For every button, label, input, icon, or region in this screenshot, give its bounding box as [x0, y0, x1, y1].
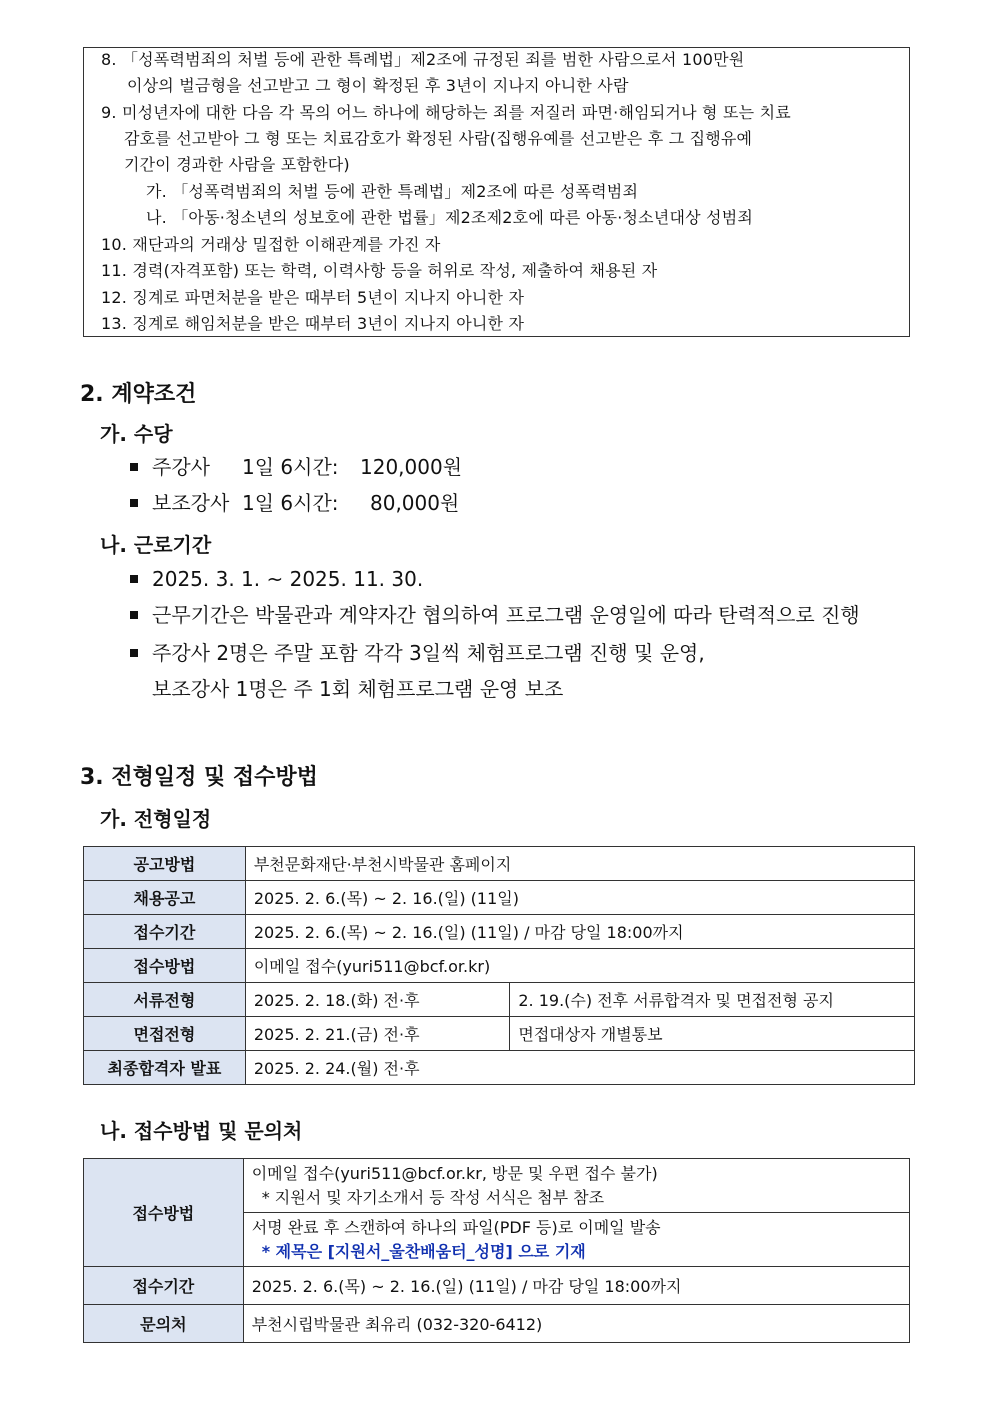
apply-method-email — [243, 1159, 909, 1213]
schedule-label: 서류전형 — [84, 983, 246, 1017]
apply-method-line1: 이메일 접수(yuri511@bcf.or.kr, 방문 및 우편 접수 불가) — [251, 1163, 658, 1183]
apply-method-line2: * 지원서 및 자기소개서 등 작성 서식은 첨부 참조 — [261, 1187, 605, 1207]
schedule-value: 2025. 2. 21.(금) 전·후 — [245, 1017, 510, 1051]
allowance-main-instructor: 주강사 1일 6시간: 120,000원 — [130, 454, 462, 480]
disq-item-11: 11. 경력(자격포함) 또는 학력, 이력사항 등을 허위로 작성, 제출하여 채용된 자 — [101, 261, 658, 280]
schedule-title: 가. 전형일정 — [100, 807, 212, 831]
schedule-label: 접수기간 — [84, 915, 246, 949]
bullet-square-icon — [130, 611, 138, 619]
disq-item-12: 12. 징계로 파면처분을 받은 때부터 5년이 지나지 아니한 자 — [101, 288, 525, 307]
table-row — [84, 881, 915, 915]
disq-item-10: 10. 재단과의 거래상 밀접한 이해관계를 가진 자 — [101, 235, 441, 254]
table-row — [84, 1051, 915, 1085]
apply-method-line3: 서명 완료 후 스캔하여 하나의 파일(PDF 등)로 이메일 발송 — [251, 1217, 661, 1237]
apply-table — [83, 1158, 910, 1343]
schedule-label: 접수방법 — [84, 949, 246, 983]
apply-subject-note: * 제목은 [지원서_울찬배움터_성명] 으로 기재 — [261, 1241, 586, 1261]
apply-period-value: 2025. 2. 6.(목) ~ 2. 16.(일) (11일) / 마감 당일 18:00까지 — [243, 1267, 909, 1305]
disq-item-8: 8. 「성폭력범죄의 처벌 등에 관한 특례법」제2조에 규정된 죄를 범한 사람으로서 100만원 — [101, 50, 745, 69]
disq-item-9-b: 나. 「아동·청소년의 성보호에 관한 법률」제2조제2호에 따른 아동·청소년대상 성범죄 — [146, 208, 754, 227]
bullet-square-icon — [130, 649, 138, 657]
schedule-note: 2. 19.(수) 전후 서류합격자 및 면접전형 공지 — [510, 983, 915, 1017]
schedule-value: 이메일 접수(yuri511@bcf.or.kr) — [245, 949, 914, 983]
table-row — [84, 1159, 910, 1213]
allowance-assistant-instructor: 보조강사 1일 6시간: 80,000원 — [130, 490, 459, 516]
period-item-dates: 2025. 3. 1. ~ 2025. 11. 30. — [130, 566, 423, 592]
schedule-label: 최종합격자 발표 — [84, 1051, 246, 1085]
disq-item-8-cont: 이상의 벌금형을 선고받고 그 형이 확정된 후 3년이 지나지 아니한 사람 — [127, 76, 629, 95]
bullet-square-icon — [130, 575, 138, 583]
schedule-label: 채용공고 — [84, 881, 246, 915]
section-3-title: 3. 전형일정 및 접수방법 — [80, 765, 318, 790]
period-title: 나. 근로기간 — [100, 533, 212, 557]
schedule-value: 2025. 2. 6.(목) ~ 2. 16.(일) (11일) / 마감 당일 18:00까지 — [245, 915, 914, 949]
apply-title: 나. 접수방법 및 문의처 — [100, 1119, 303, 1143]
bullet-square-icon — [130, 463, 138, 471]
table-row — [84, 1305, 910, 1343]
table-row — [84, 915, 915, 949]
schedule-note: 면접대상자 개별통보 — [510, 1017, 915, 1051]
contact-value: 부천시립박물관 최유리 (032-320-6412) — [243, 1305, 909, 1343]
schedule-label: 공고방법 — [84, 847, 246, 881]
disq-item-9-cont1: 감호를 선고받아 그 형 또는 치료감호가 확정된 사람(집행유예를 선고받은 후 그 집행유예 — [124, 129, 753, 148]
table-row — [84, 847, 915, 881]
apply-method-scan — [243, 1213, 909, 1267]
table-row — [84, 1017, 915, 1051]
schedule-value: 2025. 2. 18.(화) 전·후 — [245, 983, 510, 1017]
period-item-main-instructors: 주강사 2명은 주말 포함 각각 3일씩 체험프로그램 진행 및 운영, — [130, 640, 705, 666]
disq-item-9-a: 가. 「성폭력범죄의 처벌 등에 관한 특례법」제2조에 따른 성폭력범죄 — [146, 182, 639, 201]
table-row — [84, 949, 915, 983]
allowance-title: 가. 수당 — [100, 422, 173, 446]
contact-label: 문의처 — [84, 1305, 244, 1343]
bullet-square-icon — [130, 499, 138, 507]
schedule-value: 부천문화재단·부천시박물관 홈페이지 — [245, 847, 914, 881]
apply-period-label: 접수기간 — [84, 1267, 244, 1305]
table-row — [84, 983, 915, 1017]
apply-method-label: 접수방법 — [84, 1159, 244, 1267]
disq-item-9-cont2: 기간이 경과한 사람을 포함한다) — [124, 155, 350, 174]
disq-item-13: 13. 징계로 해임처분을 받은 때부터 3년이 지나지 아니한 자 — [101, 314, 525, 333]
table-row — [84, 1267, 910, 1305]
section-2-title: 2. 계약조건 — [80, 382, 197, 407]
disq-item-9: 9. 미성년자에 대한 다음 각 목의 어느 하나에 해당하는 죄를 저질러 파면·해임되거나 형 또는 치료 — [101, 103, 791, 122]
period-item-flexible: 근무기간은 박물관과 계약자간 협의하여 프로그램 운영일에 따라 탄력적으로 진행 — [130, 602, 860, 628]
period-item-assistant: 보조강사 1명은 주 1회 체험프로그램 운영 보조 — [152, 677, 564, 701]
schedule-label: 면접전형 — [84, 1017, 246, 1051]
schedule-table — [83, 846, 915, 1085]
schedule-value: 2025. 2. 6.(목) ~ 2. 16.(일) (11일) — [245, 881, 914, 915]
schedule-value: 2025. 2. 24.(월) 전·후 — [245, 1051, 914, 1085]
